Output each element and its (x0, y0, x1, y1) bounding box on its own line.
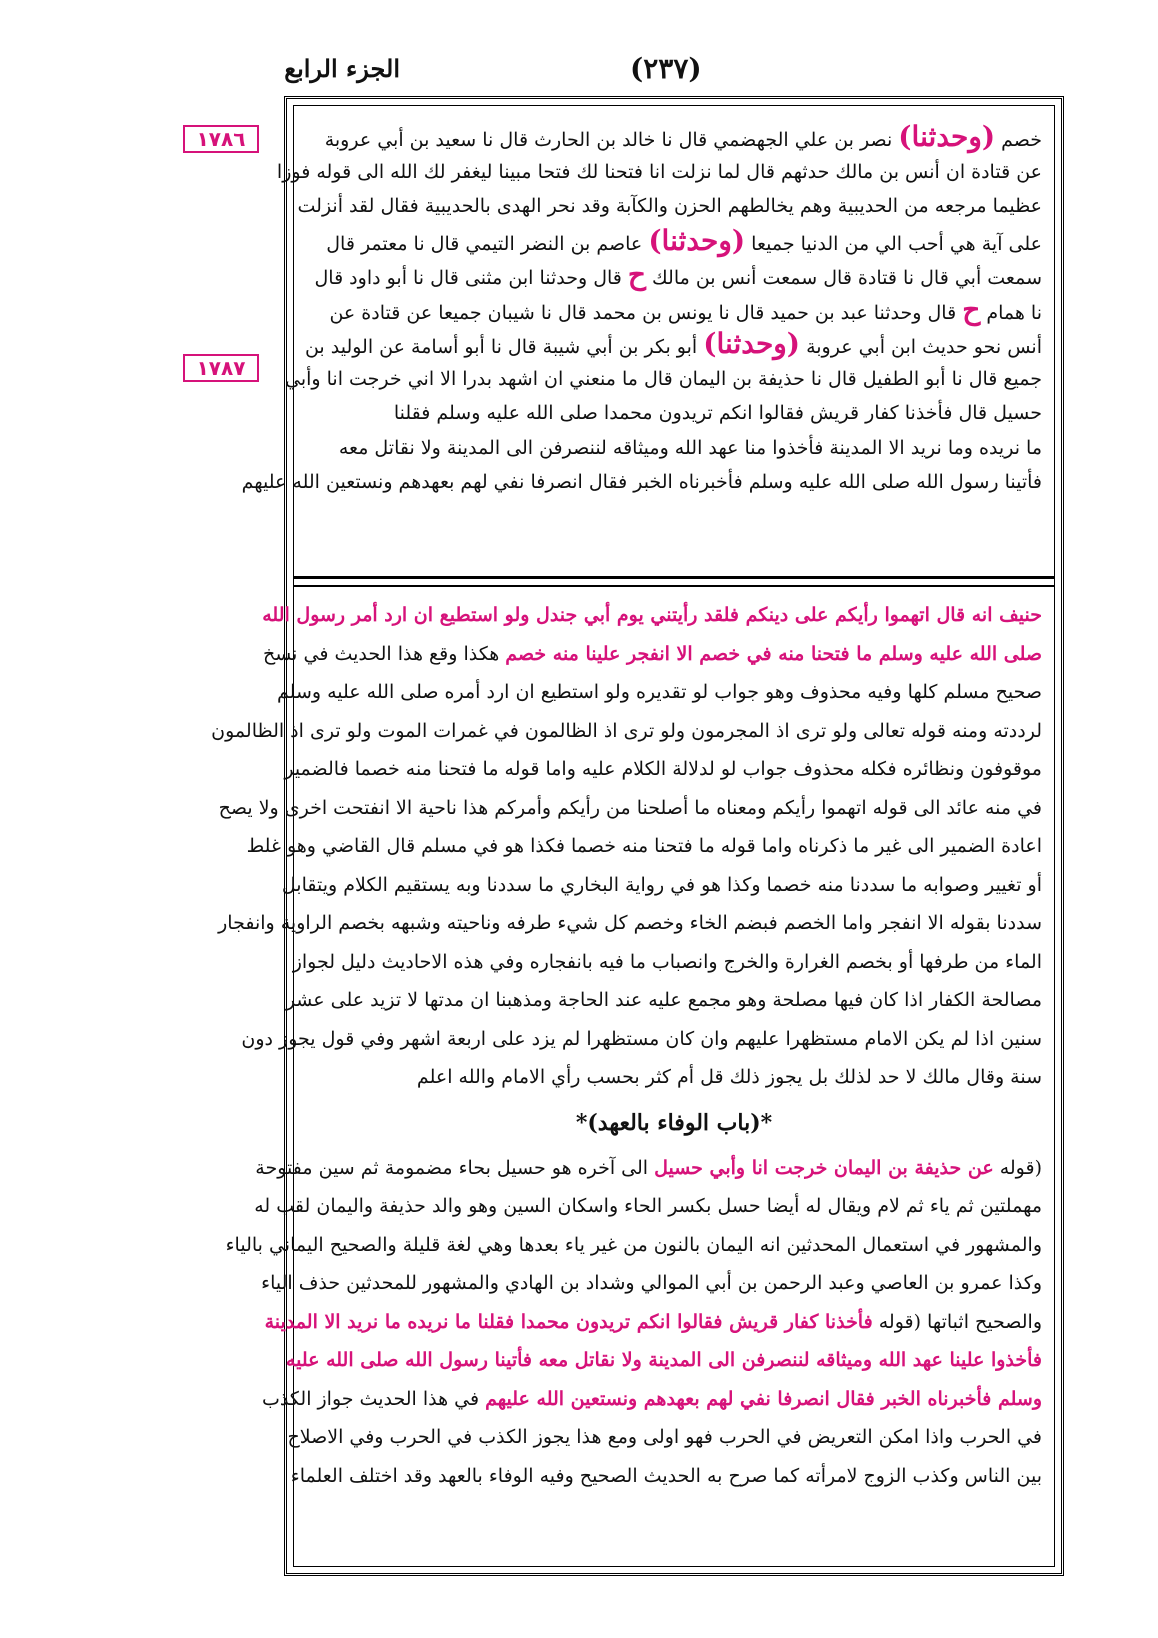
section-divider (294, 576, 1054, 587)
text-segment: هكذا وقع هذا الحديث في نسخ (262, 642, 506, 665)
commentary-line (211, 712, 1042, 751)
hadith-line (297, 189, 1042, 224)
text-segment: سنين اذا لم يكن الامام مستظهرا عليهم وان كان مستظهرا لم يزد على اربعة اشهر وفي قول يجوز دون (241, 1027, 1042, 1050)
hadith-marker: (وحدثنا) (703, 327, 801, 360)
commentary-line (255, 1149, 1042, 1188)
hadith-line (306, 396, 1042, 431)
hadith-text-block (241, 120, 1042, 500)
text-segment: قال وحدثنا عبد بن حميد قال نا يونس بن محمد قال نا شيبان جميعا عن قتادة عن (329, 301, 963, 324)
quoted-matn: صلى الله عليه وسلم ما فتحنا منه في خصم الا انفجر علينا منه خصم (505, 642, 1042, 665)
commentary-line (262, 1380, 1042, 1419)
text-segment: والمشهور في استعمال المحدثين انه اليمان بالنون من غير ياء بعدها وهي لغة قليلة والصحيح اليماني بالياء (225, 1233, 1042, 1256)
text-segment: وكذا عمرو بن العاصي وعبد الرحمن بن أبي الموالي وشداد بن الهادي والمشهور للمحدثين حذف الياء (261, 1272, 1042, 1294)
chapter-heading: *(باب الوفاء بالعهد)* (575, 1109, 773, 1136)
hadith-marker: ح (962, 292, 981, 326)
text-segment: أو تغيير وصوابه ما سددنا منه خصما وكذا هو في رواية البخاري ما سددنا وبه يستقيم الكلام ويتقابل (281, 873, 1042, 896)
text-segment: والصحيح اثباتها (قوله (872, 1310, 1042, 1333)
text-segment: سنة وقال مالك لا حد لذلك بل يجوز ذلك قل أم كثر بحسب رأي الامام والله اعلم (416, 1066, 1042, 1088)
text-segment: أنس نحو حديث ابن أبي عروبة (800, 336, 1042, 358)
quoted-matn: وسلم فأخبرناه الخبر فقال انصرفا نفي لهم بعهدهم ونستعين الله عليهم (485, 1387, 1042, 1410)
quoted-matn: عن حذيفة بن اليمان خرجت انا وأبي حسيل (654, 1156, 994, 1179)
commentary-line (290, 1457, 1042, 1496)
hadith-marker: ح (627, 258, 646, 291)
text-segment: قال وحدثنا ابن مثنى قال نا أبو داود قال (314, 267, 628, 289)
commentary-line (306, 1058, 1042, 1097)
text-segment: سمعت أبي قال نا قتادة قال سمعت أنس بن مالك (645, 267, 1042, 289)
commentary-line (218, 904, 1042, 943)
commentary-line (262, 635, 1042, 674)
commentary-text-block (211, 596, 1042, 1495)
commentary-line (225, 1226, 1042, 1265)
text-segment: صحيح مسلم كلها وفيه محذوف وهو جواب لو تقديره ولو استطيع ان ارد أمره صلى الله عليه وسلم (277, 681, 1042, 703)
hadith-number-1787: ١٧٨٧ (183, 354, 259, 382)
text-segment: نصر بن علي الجهضمي قال نا خالد بن الحارث قال نا سعيد بن أبي عروبة (324, 129, 899, 151)
commentary-line (264, 1303, 1042, 1342)
text-segment: عاصم بن النضر التيمي قال نا معتمر قال (326, 232, 649, 255)
hadith-line (306, 224, 1042, 259)
hadith-marker: (وحدثنا) (648, 223, 746, 257)
text-segment: (قوله (993, 1156, 1042, 1179)
text-segment: في الحرب واذا امكن التعريض في الحرب فهو اولى ومع هذا يجوز الكذب في الحرب وفي الاصلاح (287, 1426, 1042, 1448)
commentary-line (241, 1020, 1042, 1059)
hadith-line (306, 327, 1042, 362)
text-segment: عظيما مرجعه من الحديبية وهم يخالطهم الحزن والكآبة وقد نحر الهدى بالحديبية فقال لقد أنزلت (297, 195, 1042, 217)
text-segment: حسيل قال فأخذنا كفار قريش فقالوا انكم تريدون محمدا صلى الله عليه وسلم فقلنا (393, 402, 1042, 424)
commentary-line (262, 596, 1042, 635)
commentary-line (284, 750, 1042, 789)
commentary-line (218, 789, 1042, 828)
hadith-marker: (وحدثنا) (898, 120, 996, 153)
text-segment: عن قتادة ان أنس بن مالك حدثهم قال لما نزلت انا فتحنا لك فتحا مبينا ليغفر لك الله الى قوله فوزا (276, 160, 1042, 183)
commentary-line (254, 1187, 1042, 1226)
text-segment: مصالحة الكفار اذا كان فيها مصلحة وهو مجمع عليه عند الحاجة ومذهبنا ان مدتها لا تزيد على عشر (285, 989, 1042, 1011)
text-segment: مهملتين ثم ياء ثم لام ويقال له أيضا حسل بكسر الحاء واسكان السين وهو والد حذيفة واليمان لقب له (254, 1195, 1042, 1217)
text-segment: نا همام (980, 301, 1042, 324)
quoted-matn: فأخذنا كفار قريش فقالوا انكم تريدون محمدا فقلنا ما نريده ما نريد الا المدينة (264, 1310, 873, 1333)
hadith-line (306, 431, 1042, 466)
page-number: (٢٣٧) (630, 52, 702, 85)
commentary-line (261, 1264, 1042, 1303)
text-segment: خصم (995, 129, 1042, 151)
text-segment: الماء من طرفها أو بخصم الغرارة والخرج وانصباب ما فيه بانفجاره وفي هذه الاحاديث دليل لجواز (292, 950, 1042, 973)
commentary-line (281, 866, 1042, 905)
page-header (284, 48, 1060, 98)
hadith-line (285, 362, 1042, 397)
text-segment: ما نريده وما نريد الا المدينة فأخذوا منا عهد الله وميثاقه لننصرفن الى المدينة ولا نقاتل معه (338, 436, 1042, 459)
hadith-line (276, 155, 1042, 190)
commentary-line (246, 827, 1042, 866)
juz-title: الجزء الرابع (284, 54, 400, 83)
text-segment: لرددته ومنه قوله تعالى ولو ترى اذ المجرمون ولو ترى اذ الظالمون في غمرات الموت ولو ترى اذ الظالمون (211, 719, 1042, 742)
text-segment: جميع قال نا أبو الطفيل قال نا حذيفة بن اليمان قال ما منعني ان اشهد بدرا الا اني خرجت انا وأبي (285, 367, 1042, 390)
hadith-line (306, 293, 1042, 328)
hadith-line (306, 120, 1042, 155)
text-segment: الى آخره هو حسيل بحاء مضمومة ثم سين مفتوحة (255, 1156, 655, 1179)
text-segment: بين الناس وكذب الزوج لامرأته كما صرح به الحديث الصحيح وفيه الوفاء بالعهد وقد اختلف العلماء (290, 1464, 1042, 1487)
commentary-line (285, 981, 1042, 1020)
quoted-matn: فأخذوا علينا عهد الله وميثاقه لننصرفن الى المدينة ولا نقاتل معه فأتينا رسول الله صلى الله عليه (285, 1349, 1042, 1371)
hadith-line (241, 465, 1042, 500)
text-segment: في منه عائد الى قوله اتهموا رأيكم ومعناه ما أصلحنا من رأيكم وأمركم هذا ناحية الا انفتحت اخرى ولا يصح (218, 796, 1042, 819)
commentary-line (287, 1418, 1042, 1457)
text-segment: فأتينا رسول الله صلى الله عليه وسلم فأخبرناه الخبر فقال انصرفا نفي لهم بعهدهم ونستعين الله عليهم (241, 471, 1042, 493)
text-segment: اعادة الضمير الى غير ما ذكرناه واما قوله ما فتحنا منه خصما فكذا هو في مسلم قال القاضي وهو غلط (246, 835, 1042, 857)
text-segment: على آية هي أحب الي من الدنيا جميعا (745, 232, 1042, 255)
text-segment: في هذا الحديث جواز الكذب (262, 1387, 486, 1410)
commentary-line (277, 673, 1042, 712)
hadith-number-1786: ١٧٨٦ (183, 125, 259, 153)
text-segment: موقوفون ونظائره فكله محذوف جواب لو لدلالة الكلام عليه واما قوله ما فتحنا منه خصما فالضمير (284, 758, 1042, 780)
hadith-line (306, 258, 1042, 293)
commentary-line (285, 1341, 1042, 1380)
text-segment: سددنا بقوله الا انفجر واما الخصم فبضم الخاء وخصم كل شيء طرفه وناحيته وشبهه بخصم الراوية وانفجار (218, 912, 1042, 934)
text-segment: أبو بكر بن أبي شيبة قال نا أبو أسامة عن الوليد بن (304, 336, 704, 358)
commentary-line (292, 943, 1042, 982)
quoted-matn: حنيف انه قال اتهموا رأيكم على دينكم فلقد رأيتني يوم أبي جندل ولو استطيع ان ارد أمر رسول الله (262, 604, 1042, 626)
